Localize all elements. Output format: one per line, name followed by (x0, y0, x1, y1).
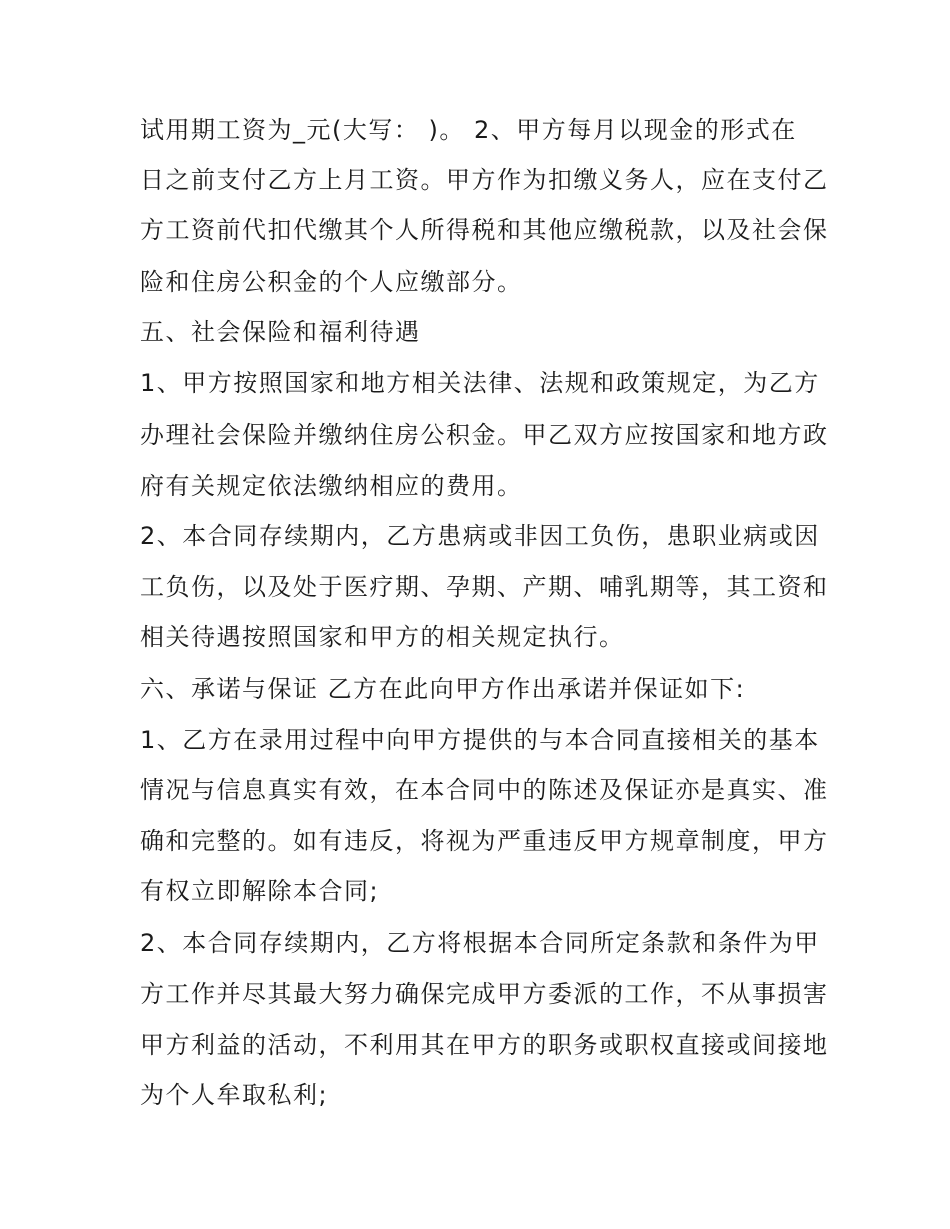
text-line: 1、乙方在录用过程中向甲方提供的与本合同直接相关的基本 (140, 726, 820, 754)
text-line: 相关待遇按照国家和甲方的相关规定执行。 (140, 623, 625, 651)
text-line: 试用期工资为_元(大写： )。 2、甲方每月以现金的形式在 (140, 116, 797, 144)
text-line: 确和完整的。如有违反，将视为严重违反甲方规章制度，甲方 (140, 827, 829, 855)
text-line: 甲方利益的活动，不利用其在甲方的职务或职权直接或间接地 (140, 1031, 829, 1059)
section-heading: 六、承诺与保证 乙方在此向甲方作出承诺并保证如下: (140, 675, 746, 703)
text-line: 日之前支付乙方上月工资。甲方作为扣缴义务人，应在支付乙 (140, 166, 829, 194)
section-heading: 五、社会保险和福利待遇 (140, 318, 421, 346)
text-line: 方工作并尽其最大努力确保完成甲方委派的工作，不从事损害 (140, 980, 829, 1008)
text-line: 情况与信息真实有效，在本合同中的陈述及保证亦是真实、准 (140, 776, 829, 804)
text-line: 1、甲方按照国家和地方相关法律、法规和政策规定，为乙方 (140, 369, 820, 397)
text-line: 有权立即解除本合同; (140, 877, 380, 905)
text-line: 方工资前代扣代缴其个人所得税和其他应缴税款，以及社会保 (140, 216, 829, 244)
text-line: 工负伤，以及处于医疗期、孕期、产期、哺乳期等，其工资和 (140, 573, 829, 601)
text-line: 办理社会保险并缴纳住房公积金。甲乙双方应按国家和地方政 (140, 421, 829, 449)
text-line: 府有关规定依法缴纳相应的费用。 (140, 472, 523, 500)
text-line: 险和住房公积金的个人应缴部分。 (140, 268, 523, 296)
text-line: 为个人牟取私利; (140, 1081, 329, 1109)
text-line: 2、本合同存续期内，乙方将根据本合同所定条款和条件为甲 (140, 929, 820, 957)
text-line: 2、本合同存续期内，乙方患病或非因工负伤，患职业病或因 (140, 522, 820, 550)
